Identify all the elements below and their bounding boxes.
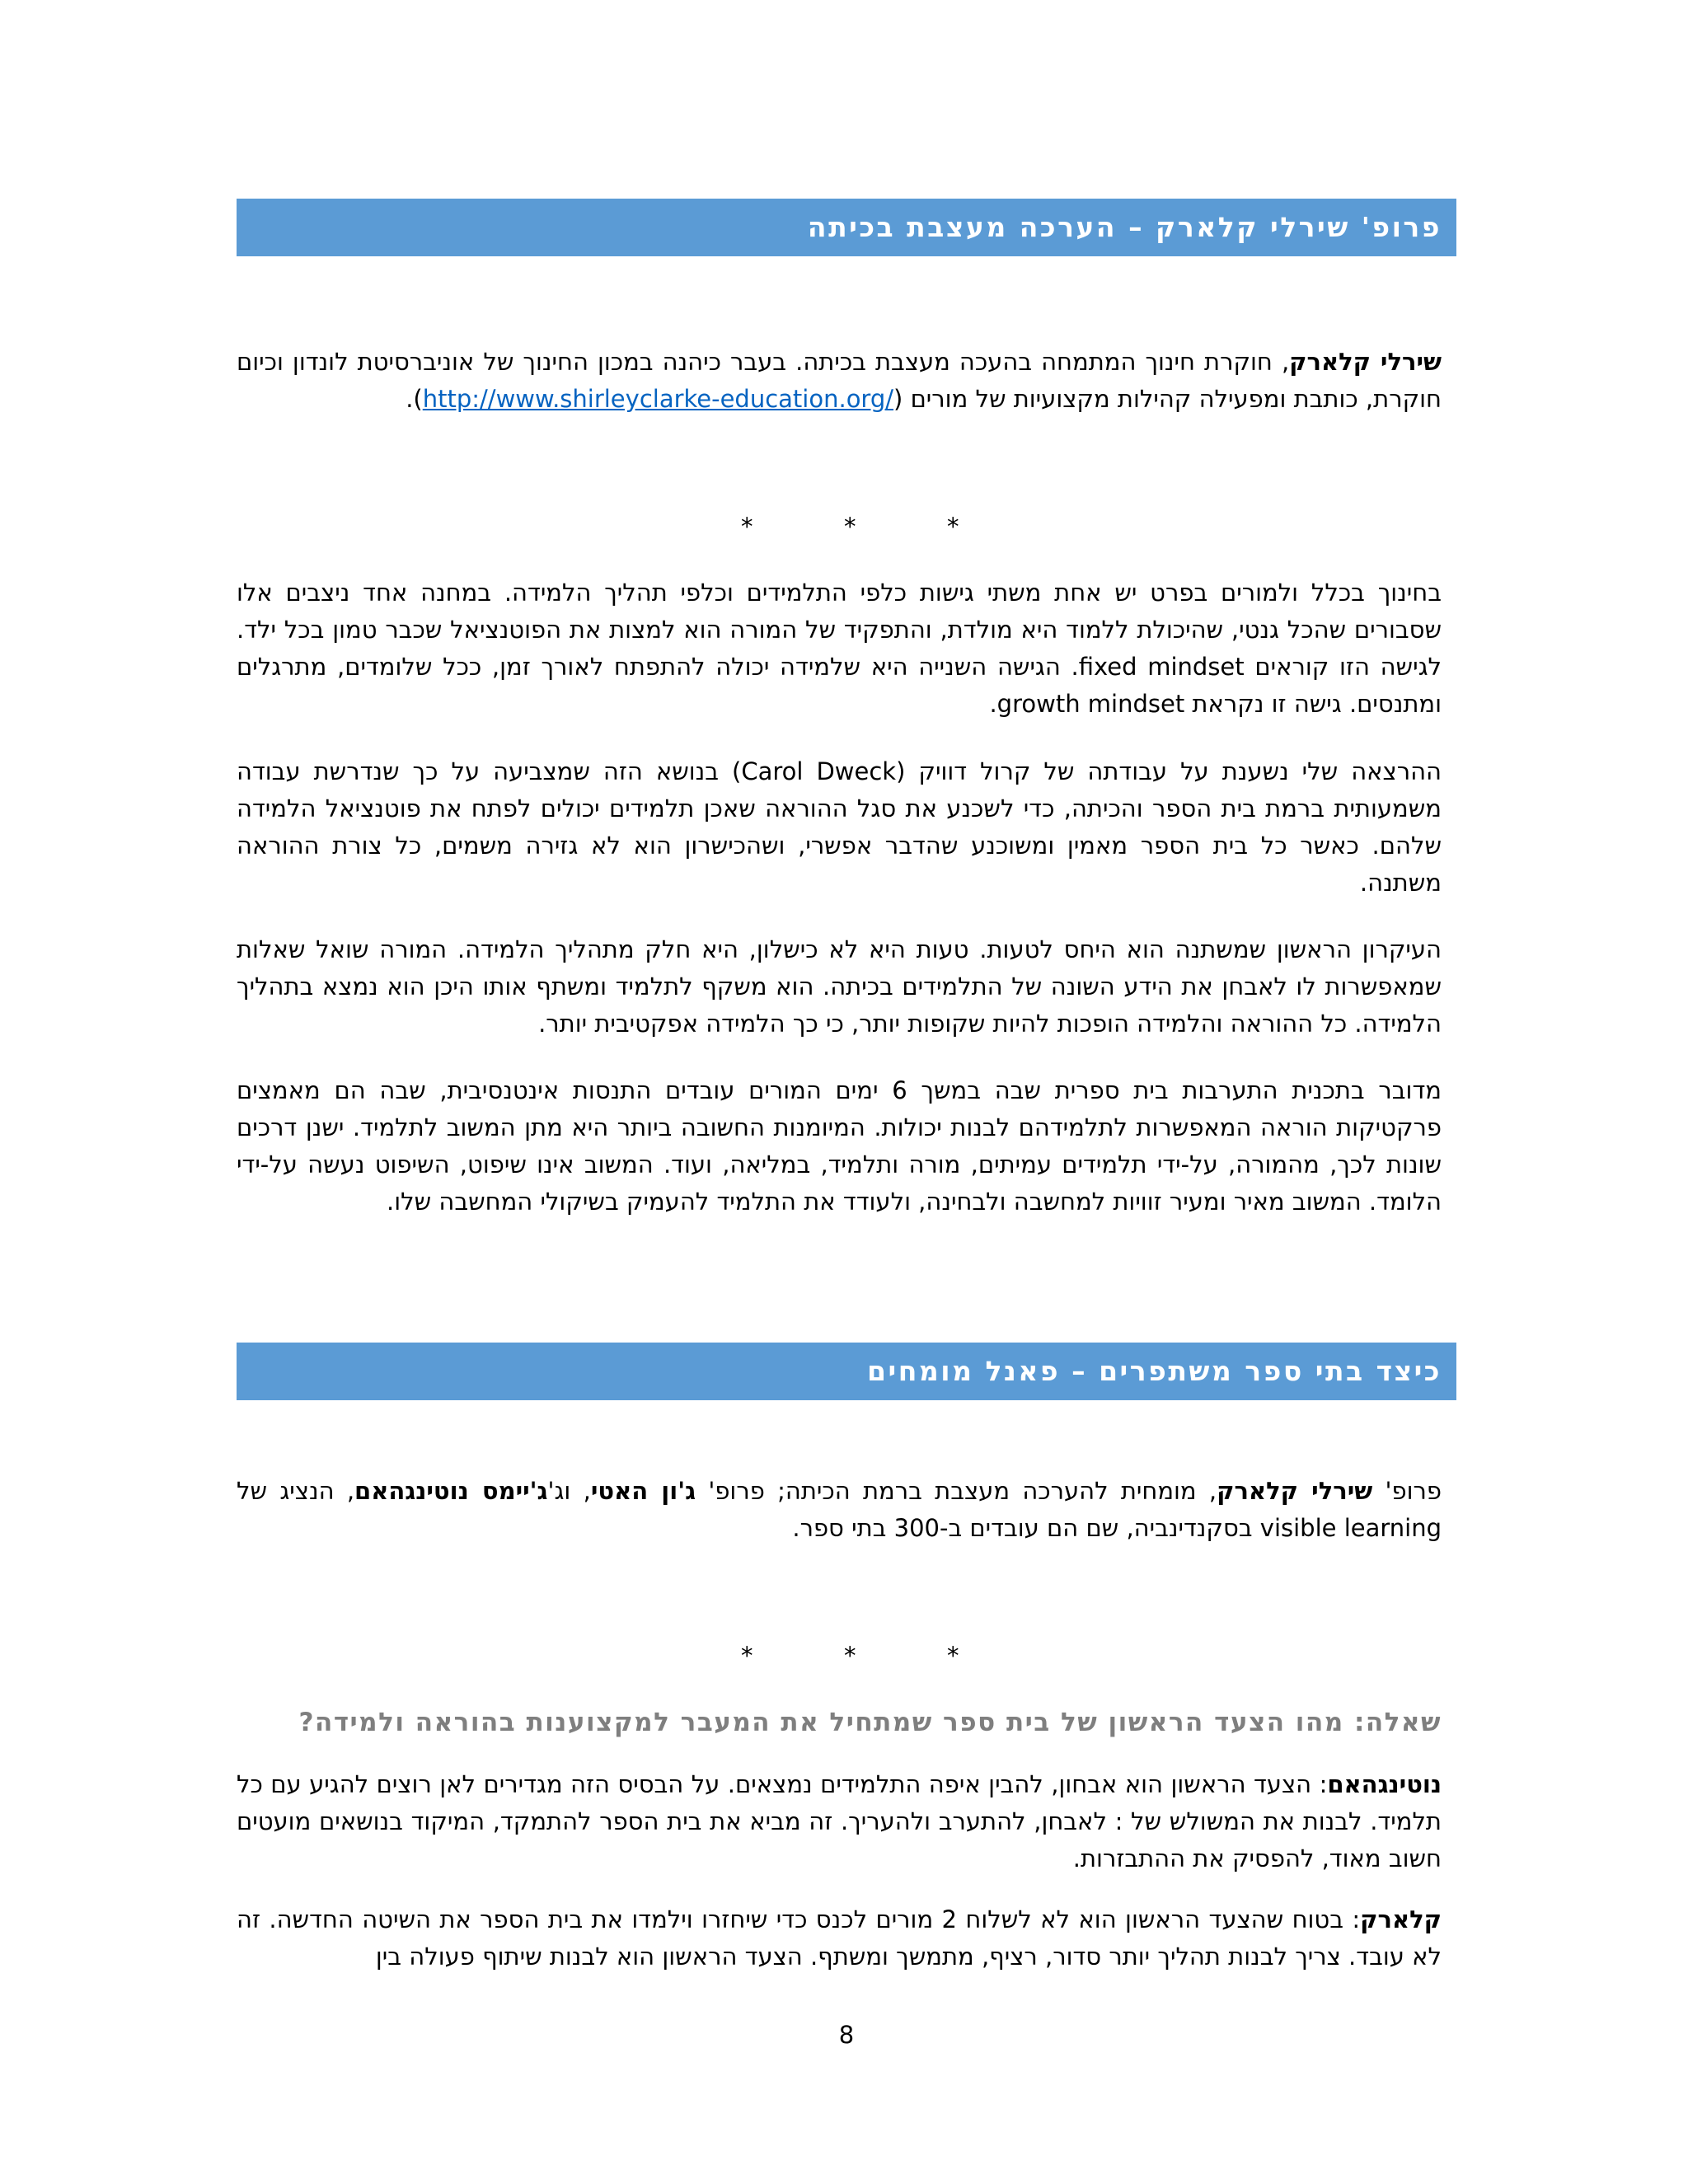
speaker-name: נוטינגהאם xyxy=(1327,1770,1442,1798)
panel-question: שאלה: מהו הצעד הראשון של בית ספר שמתחיל את המעבר למקצוענות בהוראה ולמידה? xyxy=(298,1708,1442,1737)
panelist-name: שירלי קלארק xyxy=(1217,1477,1373,1505)
separator-star: * xyxy=(947,1642,959,1670)
separator-star: * xyxy=(947,513,959,541)
separator-star: * xyxy=(844,1642,856,1670)
separator-star: * xyxy=(741,1642,753,1670)
website-link[interactable]: http://www.shirleyclarke-education.org/ xyxy=(422,385,894,413)
intro-paragraph xyxy=(237,344,1442,418)
body-paragraph: מדובר בתכנית התערבות בית ספרית שבה במשך 6 ימים המורים עובדים התנסות אינטנסיבית, שבה הם מאמצים פרקטיקות הוראה המאפשרות לתלמידהם לבנות יכולות. המיומנות החשובה ביותר היא מתן המשוב לתלמיד. ישנן דרכים שונות לכך, מהמורה, על-ידי תלמידים עמיתים, מורה ותלמיד, במליאה, ועוד. המשוב אינו שיפוט, השיפוט נעשה על-ידי הלומד. המשוב מאיר ומעיר זוויות למחשבה ולבחינה, ולעודד את התלמיד להעמיק בשיקולי המחשבה שלו. xyxy=(237,1076,1442,1216)
body-paragraph: ההרצאה שלי נשענת על עבודתה של קרול דוויק (Carol Dweck) בנושא הזה שמצביעה על כך שנדרשת עבודה משמעותית ברמת בית הספר והכיתה, כדי לשכנע את סגל ההוראה שאכן תלמידים יכולים לפתח את פוטנציאל הלמידה שלהם. כאשר כל בית הספר מאמין ומשוכנע שהדבר אפשרי, ושהכישרון הוא לא גזירה משמים, כל צורת ההוראה משתנה. xyxy=(237,757,1442,897)
intro-close: ). xyxy=(406,385,423,413)
separator-star: * xyxy=(844,513,856,541)
speaker-name: קלארק xyxy=(1360,1905,1442,1933)
document-page xyxy=(237,0,1456,2184)
section-heading-clarke: פרופ' שירלי קלארק – הערכה מעצבת בכיתה xyxy=(237,199,1456,256)
section-heading-panel: כיצד בתי ספר משתפרים – פאנל מומחים xyxy=(237,1343,1456,1400)
body-paragraph: בחינוך בכלל ולמורים בפרט יש אחת משתי גישות כלפי התלמידים וכלפי תהליך הלמידה. במחנה אחד ניצבים אלו שסבורים שהכל גנטי, שהיכולת ללמוד היא מולדת, והתפקיד של המורה הוא למצות את הפוטנציאל שכבר טמון בכל ילד. לגישה הזו קוראים fixed mindset. הגישה השנייה היא שלמידה יכולה להתפתח לאורך זמן, ככל שלומדים, מתרגלים ומתנסים. גישה זו נקראת growth mindset. xyxy=(237,579,1442,718)
panel-intro-paragraph: פרופ' שירלי קלארק, מומחית להערכה מעצבת ברמת הכיתה; פרופ' ג'ון האטי, וג'ג'יימס נוטינגהאם, הנציג של visible learning בסקנדינביה, שם הם עובדים ב-300 בתי ספר. xyxy=(237,1477,1442,1542)
separator-star: * xyxy=(741,513,753,541)
author-name: שירלי קלארק xyxy=(1289,348,1442,376)
body-paragraph: העיקרון הראשון שמשתנה הוא היחס לטעות. טעות היא לא כישלון, היא חלק מתהליך הלמידה. המורה שואל שאלות שמאפשרות לו לאבחן את הידע השונה של התלמידים בכיתה. הוא משקף לתלמיד ומשתף אותו היכן הוא נמצא בתהליך הלמידה. כל ההוראה והלמידה הופכות להיות שקופות יותר, כי כך הלמידה אפקטיבית יותר. xyxy=(237,935,1442,1038)
star-separator xyxy=(237,1642,1456,1675)
page-number: 8 xyxy=(838,2021,855,2049)
answer-paragraph: קלארק: בטוח שהצעד הראשון הוא לא לשלוח 2 מורים לכנס כדי שיחזרו וילמדו את בית הספר את השיטה החדשה. זה לא עובד. צריך לבנות תהליך יותר סדור, רציף, מתמשך ומשתף. הצעד הראשון הוא לבנות שיתוף פעולה בין xyxy=(237,1905,1442,1971)
panelist-name: ג'יימס נוטינגהאם xyxy=(354,1477,548,1505)
panelist-name: ג'ון האטי xyxy=(590,1477,696,1505)
intro-text: , חוקרת חינוך המתמחה בהעכה מעצבת בכיתה. בעבר כיהנה במכון החינוך של אוניברסיטת לונדון וכיום חוקרת, כותבת ומפעילה קהילות מקצועיות של מורים ( xyxy=(237,348,1442,413)
answer-paragraph: נוטינגהאם: הצעד הראשון הוא אבחון, להבין איפה התלמידים נמצאים. על הבסיס הזה מגדירים לאן רוצים להגיע עם כל תלמיד. לבנות את המשולש של : לאבחן, להתערב ולהעריך. זה מביא את בית הספר להתמקד, המיקוד בנושאים מועטים חשוב מאוד, להפסיק את ההתבזרות. xyxy=(237,1770,1442,1872)
star-separator xyxy=(237,513,1456,546)
